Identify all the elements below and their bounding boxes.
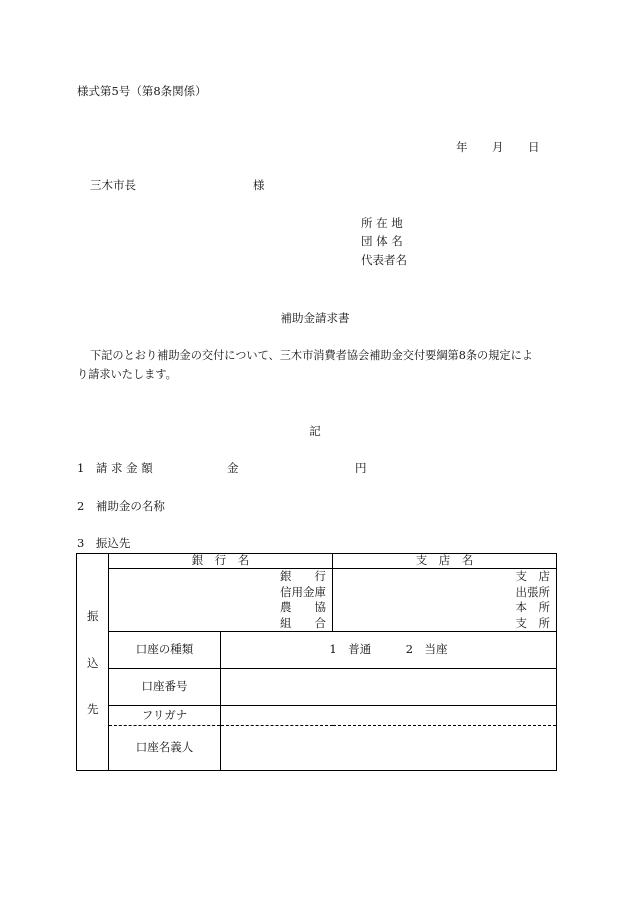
account-holder-label: 口座名義人 [109,726,221,771]
applicant-address-label: 所 在 地 [361,216,403,230]
bank-name-cell[interactable] [109,569,333,632]
bank-type-shinkin: 信用金庫 [280,584,326,599]
branch-type-shisho: 支 所 [515,615,550,630]
document-title: 補助金請求書 [280,311,350,325]
addressee-name: 三木市長 [90,178,136,192]
form-number: 様式第5号（第8条関係） [77,84,207,98]
branch-name-header: 支 店 名 [333,554,557,569]
body-line-1: 下記のとおり補助金の交付について、三木市消費者協会補助金交付要綱第8条の規定によ [90,349,533,362]
furigana-cell[interactable] [221,706,557,726]
item2-label: 2 補助金の名称 [77,499,165,513]
branch-type-shucchojo: 出張所 [515,584,550,599]
bank-transfer-table [76,553,557,771]
side-label-3: 先 [87,702,99,716]
item1-label: 1 請 求 金 額 [77,461,153,475]
applicant-rep-label: 代表者名 [361,253,407,267]
date-month: 月 [492,140,504,154]
bank-type-nokyo: 農 協 [280,600,326,614]
item3-label: 3 振込先 [77,536,131,550]
branch-name-cell[interactable] [333,569,557,632]
bank-name-header: 銀 行 名 [109,554,333,569]
account-number-cell[interactable] [221,669,557,706]
ki-heading: 記 [309,424,321,438]
addressee-honorific: 様 [253,178,265,192]
side-label-2: 込 [87,656,99,670]
account-type-label: 口座の種類 [109,632,221,669]
account-holder-cell[interactable] [221,726,557,771]
item1-kin: 金 [227,461,239,475]
bank-type-bank: 銀 行 [280,569,326,583]
side-label-1: 振 [87,609,99,623]
bank-type-kumiai: 組 合 [280,615,326,630]
body-line-2: り請求いたします。 [77,368,177,381]
date-year: 年 [456,140,468,154]
branch-type-shiten: 支 店 [515,569,550,583]
branch-type-honsho: 本 所 [515,600,550,614]
account-type-options[interactable]: 1 普通 2 当座 [221,632,557,669]
transfer-side-cell [77,554,109,771]
applicant-group-label: 団 体 名 [361,234,403,248]
item1-yen: 円 [355,461,367,475]
account-number-label: 口座番号 [109,669,221,706]
furigana-label: フリガナ [109,706,221,726]
date-day: 日 [528,140,540,154]
